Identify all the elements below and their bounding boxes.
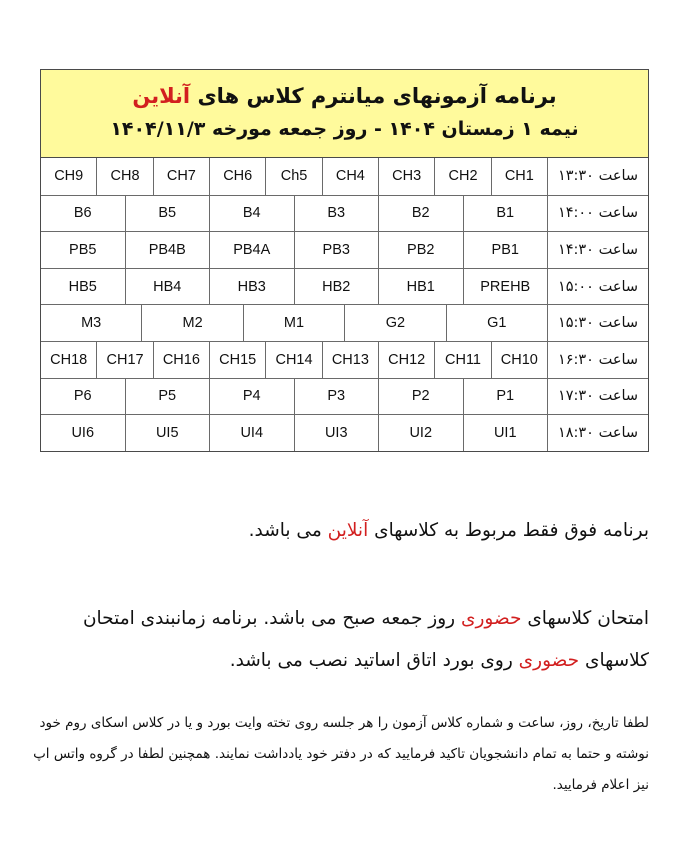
class-cell: HB4 <box>125 269 210 305</box>
time-cell: ساعت ۱۵:۳۰ <box>547 305 648 341</box>
note1-text-end: می باشد. <box>248 520 322 541</box>
class-cell: CH3 <box>378 158 434 195</box>
schedule-rows <box>41 158 648 451</box>
class-cell: M2 <box>141 305 242 341</box>
schedule-header <box>41 70 648 158</box>
schedule-title <box>41 70 648 108</box>
class-cell: B6 <box>73 205 92 222</box>
class-cell: M3 <box>81 315 102 332</box>
class-cell: CH4 <box>322 158 378 195</box>
class-cell: UI3 <box>294 415 379 451</box>
class-cell: CH10 <box>491 342 547 378</box>
note-instructions: لطفا تاریخ، روز، ساعت و شماره کلاس آزمون را هر جلسه روی تخته وایت بورد و یا در کلاس اسکای روم خود نوشته و حتما به تمام دانشجویان تاکید فرمایید که در دفتر خود یادداشت نمایند. همچنین لطفا در گروه واتس اپ نیز اعلام فرمایید. <box>33 715 649 793</box>
class-cell: UI6 <box>71 424 95 441</box>
schedule-row <box>41 268 648 305</box>
class-cell: P6 <box>73 388 92 405</box>
class-cell: CH11 <box>434 342 490 378</box>
class-cell: Ch5 <box>265 158 321 195</box>
class-cell: B3 <box>294 196 379 232</box>
note2-highlight-2: حضوری <box>518 650 580 671</box>
class-cells <box>41 415 547 451</box>
note1-highlight: آنلاین <box>327 520 369 541</box>
class-cell: PB5 <box>69 241 97 258</box>
class-cell: P3 <box>294 379 379 415</box>
class-cell: P4 <box>209 379 294 415</box>
class-cell: CH13 <box>322 342 378 378</box>
class-cell: B1 <box>463 196 548 232</box>
class-cell: CH12 <box>378 342 434 378</box>
class-cell: PREHB <box>463 269 548 305</box>
class-cells <box>41 269 547 305</box>
class-cells <box>41 232 547 268</box>
class-cell: B5 <box>125 196 210 232</box>
schedule-row <box>41 158 648 195</box>
title-text: برنامه آزمونهای میانترم کلاس های <box>197 84 557 108</box>
class-cell: G2 <box>344 305 445 341</box>
class-cell: CH17 <box>96 342 152 378</box>
class-cell: CH2 <box>434 158 490 195</box>
class-cell: PB4A <box>209 232 294 268</box>
class-cell: PB4B <box>125 232 210 268</box>
class-cell: CH6 <box>209 158 265 195</box>
class-cell: CH15 <box>209 342 265 378</box>
class-cell: CH1 <box>491 158 547 195</box>
class-cell: PB2 <box>378 232 463 268</box>
class-cells <box>41 379 547 415</box>
time-cell: ساعت ۱۴:۰۰ <box>547 196 648 232</box>
time-cell: ساعت ۱۵:۰۰ <box>547 269 648 305</box>
time-cell: ساعت ۱۸:۳۰ <box>547 415 648 451</box>
time-cell: ساعت ۱۳:۳۰ <box>547 158 648 195</box>
class-cell: CH18 <box>50 351 88 368</box>
exam-schedule-table <box>40 69 649 452</box>
schedule-subtitle: نیمه ۱ زمستان ۱۴۰۴ - روز جمعه مورخه ۱۴۰۴/۱۱/۳ <box>110 118 579 140</box>
schedule-row <box>41 304 648 341</box>
schedule-row <box>41 195 648 232</box>
class-cells <box>41 158 547 195</box>
class-cell: P2 <box>378 379 463 415</box>
class-cell: HB2 <box>294 269 379 305</box>
class-cell: CH8 <box>96 158 152 195</box>
class-cell: M1 <box>243 305 344 341</box>
class-cells <box>41 196 547 232</box>
note-in-person <box>30 598 649 682</box>
schedule-row <box>41 414 648 451</box>
class-cell: PB1 <box>463 232 548 268</box>
note2-highlight-1: حضوری <box>460 608 522 629</box>
class-cell: B4 <box>209 196 294 232</box>
class-cell: CH14 <box>265 342 321 378</box>
class-cell: UI1 <box>463 415 548 451</box>
class-cell: P5 <box>125 379 210 415</box>
time-cell: ساعت ۱۶:۳۰ <box>547 342 648 378</box>
class-cell: P1 <box>463 379 548 415</box>
note2-text-b: روز جمعه صبح می باشد. برنامه زمانبندی امتحان کلاسهای <box>82 608 649 671</box>
time-cell: ساعت ۱۷:۳۰ <box>547 379 648 415</box>
class-cell: CH9 <box>54 168 84 185</box>
class-cells <box>41 342 547 378</box>
note1-text: برنامه فوق فقط مربوط به کلاسهای <box>374 520 649 541</box>
class-cell: UI4 <box>209 415 294 451</box>
class-cell: G1 <box>446 305 547 341</box>
schedule-row <box>41 341 648 378</box>
note2-text-a: امتحان کلاسهای <box>527 608 649 629</box>
schedule-row <box>41 378 648 415</box>
class-cell: HB3 <box>209 269 294 305</box>
class-cell: PB3 <box>294 232 379 268</box>
note2-text-c: روی بورد اتاق اساتید نصب می باشد. <box>229 650 513 671</box>
time-cell: ساعت ۱۴:۳۰ <box>547 232 648 268</box>
schedule-row <box>41 231 648 268</box>
class-cell: HB5 <box>68 278 97 295</box>
class-cell: HB1 <box>378 269 463 305</box>
title-highlight-online: آنلاین <box>132 84 191 108</box>
note-online-only <box>30 515 649 547</box>
class-cells <box>41 305 547 341</box>
class-cell: UI2 <box>378 415 463 451</box>
class-cell: UI5 <box>125 415 210 451</box>
class-cell: CH7 <box>153 158 209 195</box>
class-cell: B2 <box>378 196 463 232</box>
class-cell: CH16 <box>153 342 209 378</box>
